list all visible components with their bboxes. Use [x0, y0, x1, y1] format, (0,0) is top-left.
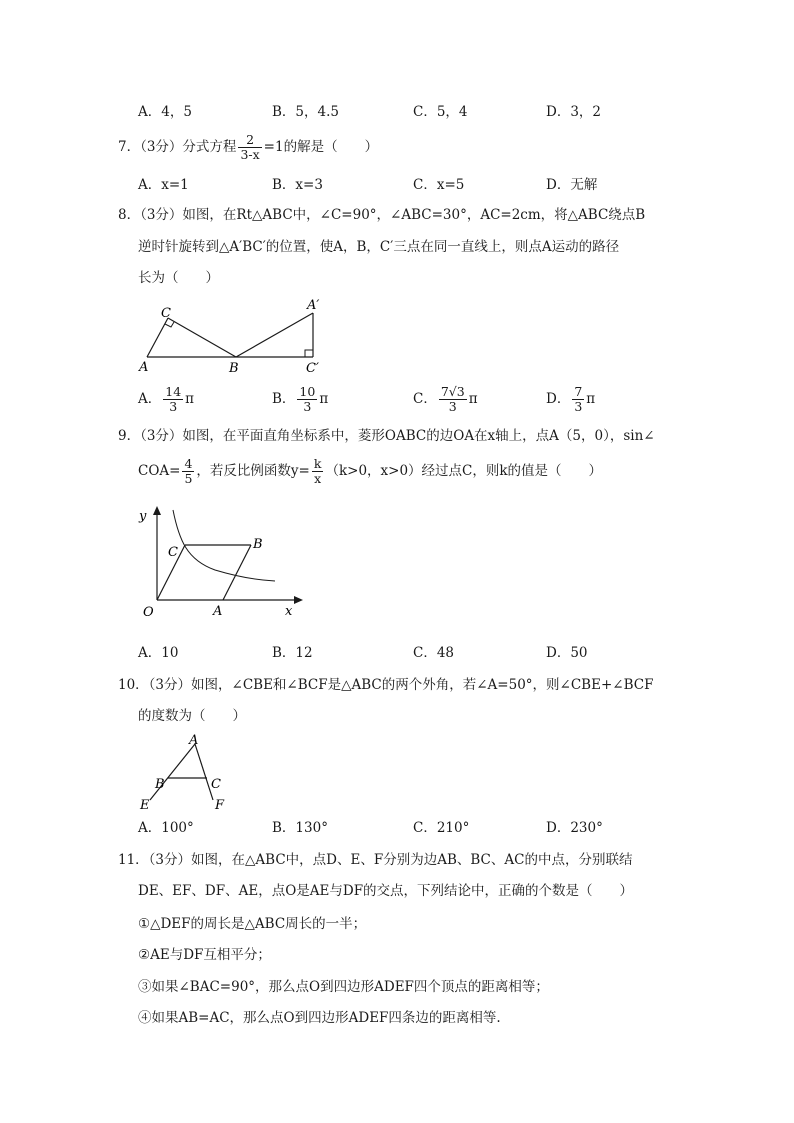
- q8-option-d-num: 7: [574, 384, 583, 399]
- q11-line1: 11．（3分）如图，在△ABC中，点D、E、F分别为边AB、BC、AC的中点，分别联结: [118, 852, 633, 868]
- q8-line1: 8．（3分）如图，在Rt△ABC中，∠C=90°，∠ABC=30°，AC=2cm，将△ABC绕点B: [118, 207, 646, 223]
- q8-option-b: [272, 385, 328, 414]
- q10-option-d: D．230°: [546, 820, 603, 836]
- q8-label-c-prime: C′: [306, 361, 319, 376]
- q9-option-a: A．10: [138, 645, 179, 661]
- q11-line2: DE、EF、DF、AE，点O是AE与DF的交点，下列结论中，正确的个数是（ ）: [138, 883, 634, 899]
- q10-label-a: A: [189, 733, 199, 748]
- q9-line2-post: （k>0，x>0）经过点C，则k的值是（ ）: [325, 463, 603, 479]
- q8-option-d-den: 3: [574, 399, 583, 414]
- q9-frac2-den: x: [314, 471, 322, 486]
- q10-line1: 10．（3分）如图，∠CBE和∠BCF是△ABC的两个外角，若∠A=50°，则∠CBE+∠BCF: [118, 677, 654, 693]
- q10-line2: 的度数为（ ）: [138, 708, 246, 724]
- q11-item-2: ②AE与DF互相平分；: [138, 947, 271, 963]
- q9-option-d: D．50: [546, 645, 588, 661]
- q8-option-a-pi: π: [185, 391, 195, 407]
- q8-label-a-prime: A′: [307, 298, 320, 313]
- q10-option-c: C．210°: [413, 820, 470, 836]
- q6-option-b: B．5，4.5: [272, 104, 339, 120]
- q9-frac2-num: k: [313, 456, 322, 471]
- q8-label-a: A: [139, 360, 149, 375]
- q8-label-b: B: [229, 361, 239, 376]
- q8-option-d-pi: π: [586, 391, 596, 407]
- q8-option-c-pi: π: [468, 391, 478, 407]
- q8-line2: 逆时针旋转到△A′BC′的位置，使A，B，C′三点在同一直线上，则点A运动的路径: [138, 239, 620, 255]
- q7-option-a: A．x=1: [138, 177, 189, 193]
- q8-option-d-letter: D．: [546, 391, 571, 407]
- q9-label-x: x: [285, 604, 293, 619]
- q9-line2-pre: COA=: [138, 463, 181, 479]
- q9-label-o: O: [143, 605, 154, 620]
- q11-item-3: ③如果∠BAC=90°，那么点O到四边形ADEF四个顶点的距离相等；: [138, 979, 549, 995]
- q9-option-c: C．48: [413, 645, 455, 661]
- q9-label-y: y: [139, 509, 147, 524]
- q9-label-a: A: [213, 604, 223, 619]
- q9-option-b: B．12: [272, 645, 313, 661]
- q10-label-e: E: [140, 798, 150, 813]
- q8-option-a-den: 3: [169, 399, 178, 414]
- q8-option-d: [546, 385, 595, 414]
- q9-frac1-num: 4: [184, 456, 193, 471]
- q8-label-c: C: [161, 306, 171, 321]
- q8-option-c: [413, 385, 478, 414]
- q7-fraction: [238, 133, 261, 162]
- q6-option-a: A．4，5: [138, 104, 192, 120]
- q6-option-c: C．5，4: [413, 104, 468, 120]
- q9-line2-mid: ，若反比例函数y=: [196, 463, 310, 479]
- q10-label-f: F: [215, 798, 225, 813]
- q11-item-1: ①△DEF的周长是△ABC周长的一半；: [138, 916, 367, 932]
- q11-item-4: ④如果AB=AC，那么点O到四边形ADEF四条边的距离相等.: [138, 1010, 501, 1026]
- q8-option-b-num: 10: [299, 384, 316, 399]
- q8-option-b-letter: B．: [272, 391, 296, 407]
- q8-figure: [135, 295, 335, 377]
- q7-prefix: 7．（3分）分式方程: [118, 139, 237, 155]
- q6-option-d: D．3，2: [546, 104, 602, 120]
- q9-line1: 9．（3分）如图，在平面直角坐标系中，菱形OABC的边OA在x轴上，点A（5，0），sin∠: [118, 428, 655, 444]
- q10-option-b: B．130°: [272, 820, 328, 836]
- q8-line3: 长为（ ）: [138, 270, 219, 286]
- q8-option-b-pi: π: [319, 391, 329, 407]
- q7-suffix: =1的解是（ ）: [263, 139, 379, 155]
- q8-option-a: [138, 385, 194, 414]
- q10-label-b: B: [155, 777, 165, 792]
- q8-option-c-num: 7√3: [440, 384, 465, 399]
- q9-label-c: C: [168, 545, 178, 560]
- q7-frac-den: 3-x: [240, 147, 260, 162]
- q10-figure: [135, 732, 235, 814]
- q9-frac1-den: 5: [184, 471, 193, 486]
- q7-option-d: D．无解: [546, 177, 598, 193]
- q7-option-b: B．x=3: [272, 177, 323, 193]
- q8-option-a-num: 14: [165, 384, 182, 399]
- q9-label-b: B: [253, 537, 263, 552]
- q10-label-c: C: [211, 777, 221, 792]
- q10-option-a: A．100°: [138, 820, 194, 836]
- q8-option-c-letter: C．: [413, 391, 437, 407]
- q9-figure: [135, 500, 315, 625]
- q8-option-c-den: 3: [448, 399, 457, 414]
- q7-stem: [118, 133, 378, 162]
- q9-line2: [138, 457, 602, 486]
- q8-option-b-den: 3: [303, 399, 312, 414]
- q7-option-c: C．x=5: [413, 177, 465, 193]
- q8-option-a-letter: A．: [138, 391, 162, 407]
- q7-frac-num: 2: [238, 133, 261, 148]
